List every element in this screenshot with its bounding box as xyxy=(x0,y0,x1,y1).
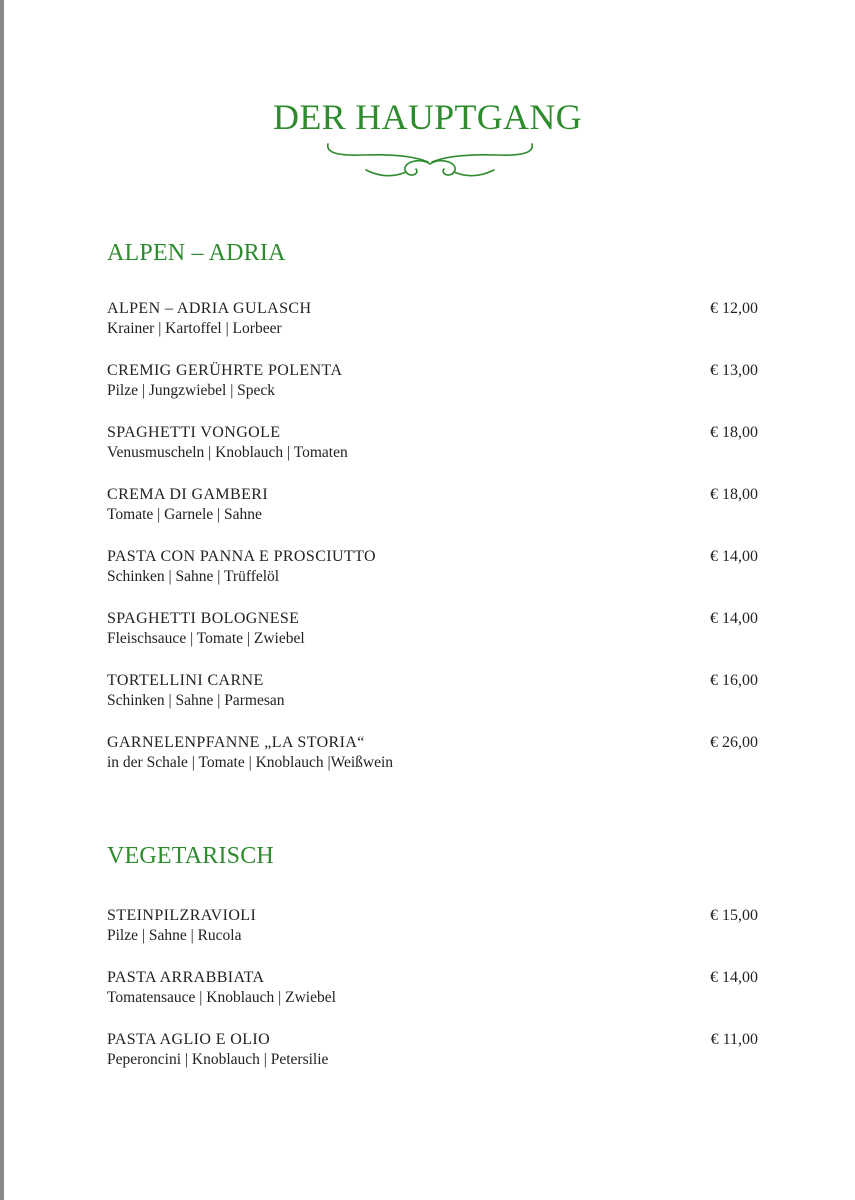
item-price: € 26,00 xyxy=(710,734,758,751)
item-name: PASTA CON PANNA E PROSCIUTTO xyxy=(107,548,376,565)
item-name: PASTA AGLIO E OLIO xyxy=(107,1031,271,1048)
page-edge xyxy=(0,0,4,1200)
item-price: € 14,00 xyxy=(710,548,758,565)
item-name: GARNELENPFANNE „LA STORIA“ xyxy=(107,734,365,751)
menu-item xyxy=(107,300,758,342)
item-name: SPAGHETTI BOLOGNESE xyxy=(107,610,300,627)
item-price: € 16,00 xyxy=(710,672,758,689)
menu-item xyxy=(107,610,758,652)
item-description: Pilze | Jungzwiebel | Speck xyxy=(107,382,276,399)
item-description: Fleischsauce | Tomate | Zwiebel xyxy=(107,630,305,647)
item-description: Tomatensauce | Knoblauch | Zwiebel xyxy=(107,989,336,1006)
item-description: Schinken | Sahne | Trüffelöl xyxy=(107,568,280,585)
item-description: Pilze | Sahne | Rucola xyxy=(107,927,242,944)
item-description: Venusmuscheln | Knoblauch | Tomaten xyxy=(107,444,348,461)
menu-item xyxy=(107,969,758,1011)
section-title-vegetarisch: VEGETARISCH xyxy=(107,843,274,869)
item-price: € 13,00 xyxy=(710,362,758,379)
item-price: € 18,00 xyxy=(710,486,758,503)
item-price: € 18,00 xyxy=(710,424,758,441)
item-price: € 14,00 xyxy=(710,969,758,986)
item-name: TORTELLINI CARNE xyxy=(107,672,264,689)
page-title: DER HAUPTGANG xyxy=(273,97,582,137)
item-name: ALPEN – ADRIA GULASCH xyxy=(107,300,312,317)
item-description: Tomate | Garnele | Sahne xyxy=(107,506,262,523)
item-name: CREMA DI GAMBERI xyxy=(107,486,269,503)
item-price: € 11,00 xyxy=(710,1031,758,1048)
flourish-ornament-icon xyxy=(322,138,538,186)
item-price: € 15,00 xyxy=(710,907,758,924)
item-name: CREMIG GERÜHRTE POLENTA xyxy=(107,362,343,379)
item-price: € 14,00 xyxy=(710,610,758,627)
item-name: PASTA ARRABBIATA xyxy=(107,969,265,986)
item-description: Krainer | Kartoffel | Lorbeer xyxy=(107,320,282,337)
item-name: STEINPILZRAVIOLI xyxy=(107,907,257,924)
menu-item xyxy=(107,548,758,590)
item-description: Peperoncini | Knoblauch | Petersilie xyxy=(107,1051,329,1068)
menu-item xyxy=(107,486,758,528)
item-description: Schinken | Sahne | Parmesan xyxy=(107,692,285,709)
menu-item xyxy=(107,672,758,714)
menu-item xyxy=(107,907,758,949)
menu-item xyxy=(107,362,758,404)
menu-item xyxy=(107,734,758,776)
item-price: € 12,00 xyxy=(710,300,758,317)
item-name: SPAGHETTI VONGOLE xyxy=(107,424,281,441)
menu-item xyxy=(107,424,758,466)
menu-item xyxy=(107,1031,758,1073)
item-description: in der Schale | Tomate | Knoblauch |Weißwein xyxy=(107,754,394,771)
section-title-alpen-adria: ALPEN – ADRIA xyxy=(107,240,286,266)
